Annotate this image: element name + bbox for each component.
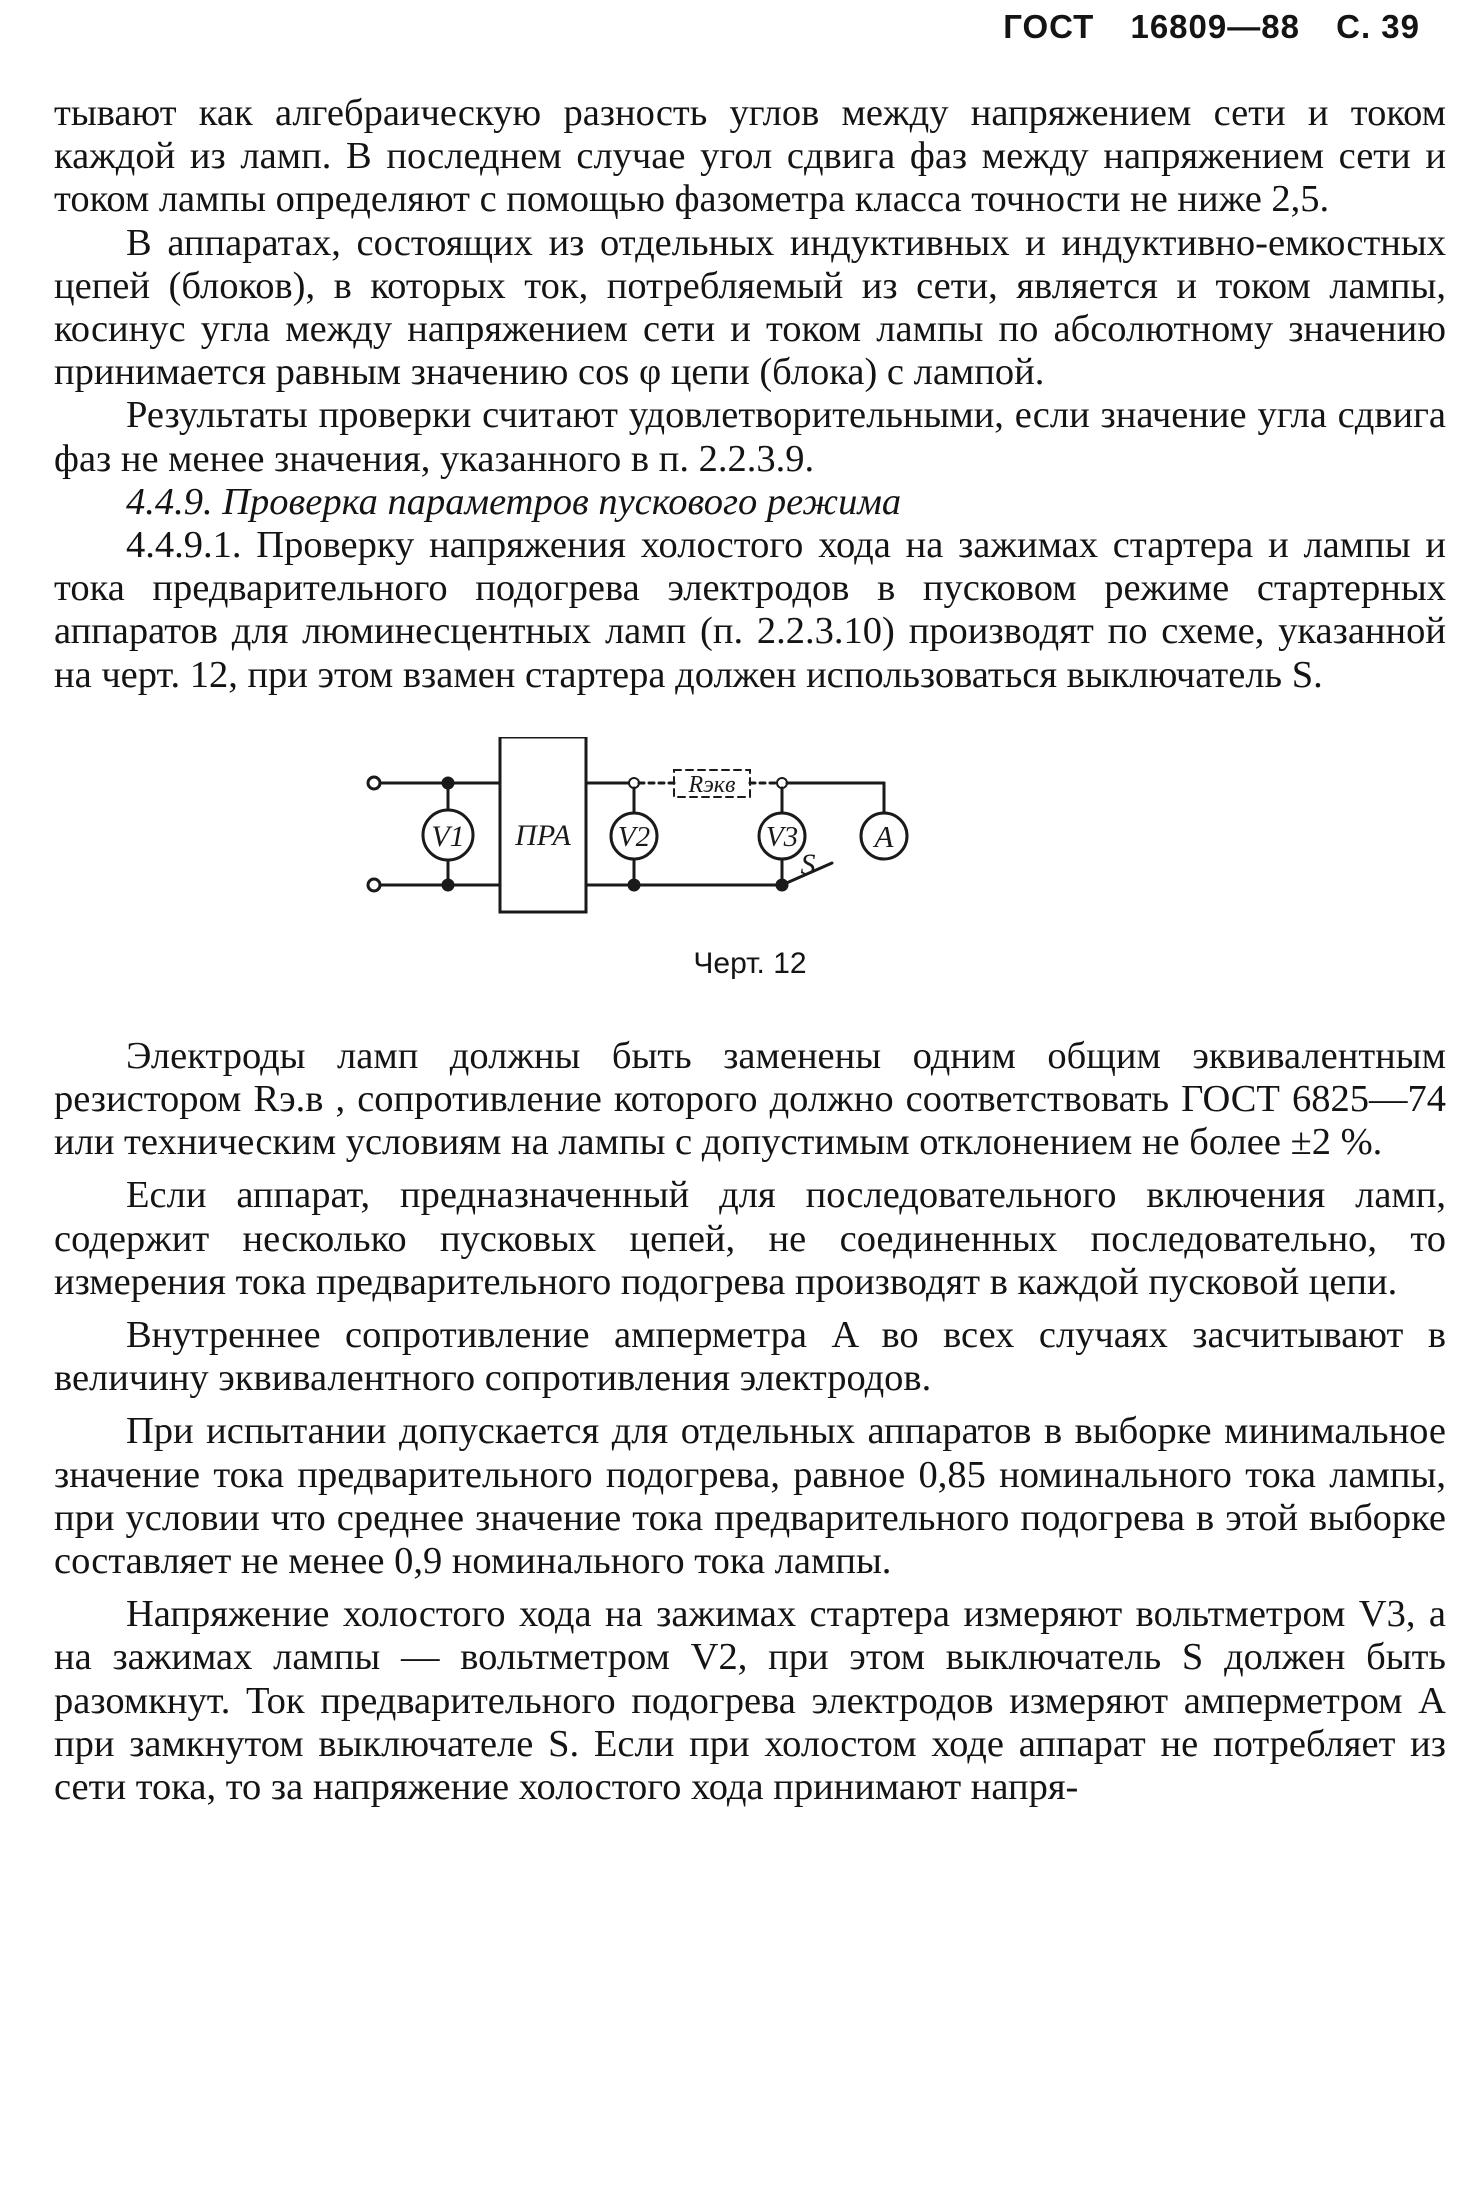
paragraph-4-4-9-1: 4.4.9.1. Проверку напряжения холостого хода на зажимах стартера и лампы и тока предварительного подогрева электродов в пусковом режиме стартерных аппаратов для люминесцентных ламп (п. 2.2.3.10) производят по схеме, указанной на черт. 12, при этом взамен стартера должен использоваться выключатель S. (54, 524, 1446, 696)
document-body (54, 92, 1446, 1809)
label-v2: V2 (617, 820, 651, 853)
junction-v3-bottom (777, 880, 787, 890)
section-heading-4-4-9: 4.4.9. Проверка параметров пускового режима (126, 480, 902, 523)
paragraph-series: Если аппарат, предназначенный для последовательного включения ламп, содержит несколько пусковых цепей, не соединенных последовательно, то измерения тока предварительного подогрева производят в каждой пусковой цепи. (54, 1174, 1446, 1303)
input-terminal-bottom (368, 879, 380, 891)
figure-caption: Черт. 12 (693, 946, 807, 980)
paragraph-1: тывают как алгебраическую разность углов между напряжением сети и током каждой из ламп. В последнем случае угол сдвига фаз между напряжением сети и током лампы определяют с помощью фазометра класса точности не ниже 2,5. (54, 92, 1446, 221)
paragraph-testing: При испытании допускается для отдельных аппаратов в выборке минимальное значение тока предварительного подогрева, равное 0,85 номинального тока лампы, при условии что среднее значение тока предварительного подогрева в этой выборке составляет не менее 0,9 номинального тока лампы. (54, 1410, 1446, 1583)
paragraph-ammeter-resistance: Внутреннее сопротивление амперметра A во всех случаях засчитывают в величину эквивалентного сопротивления электродов. (54, 1314, 1446, 1400)
page-header (977, 8, 1420, 46)
circuit-diagram (364, 737, 1194, 937)
label-pra: ПРА (515, 818, 571, 852)
paragraph-2: В аппаратах, состоящих из отдельных индуктивных и индуктивно-емкостных цепей (блоков), в которых ток, потребляемый из сети, является и током лампы, косинус угла между напряжением сети и током лампы по абсолютному значению принимается равным значению cos φ цепи (блока) с лампой. (54, 221, 1446, 394)
paragraph-open-circuit: Напряжение холостого хода на зажимах стартера измеряют вольтметром V3, а на зажимах лампы — вольтметром V2, при этом выключатель S должен быть разомкнут. Ток предварительного подогрева электродов измеряют амперметром A при замкнутом выключателе S. Если при холостом ходе аппарат не потребляет из сети тока, то за напряжение холостого хода принимают напря- (54, 1593, 1446, 1809)
label-ammeter: A (874, 818, 894, 854)
input-terminal-top (368, 777, 380, 789)
header-standard: ГОСТ (1003, 8, 1095, 45)
paragraph-3: Результаты проверки считают удовлетворительными, если значение угла сдвига фаз не менее значения, указанного в п. 2.2.3.9. (54, 394, 1446, 480)
label-v3: V3 (765, 820, 799, 853)
header-page: С. 39 (1336, 8, 1420, 45)
circuit-figure (54, 737, 1446, 1033)
label-v1: V1 (431, 819, 465, 853)
label-resistor: Rэкв (688, 771, 736, 798)
header-number: 16809—88 (1130, 8, 1300, 45)
paragraph-electrodes: Электроды ламп должны быть заменены одним общим эквивалентным резистором Rэ.в , сопротивление которого должно соответствовать ГОСТ 6825—74 или техническим условиям на лампы с допустимым отклонением не более ±2 %. (54, 1034, 1446, 1164)
label-switch: S (800, 847, 816, 881)
